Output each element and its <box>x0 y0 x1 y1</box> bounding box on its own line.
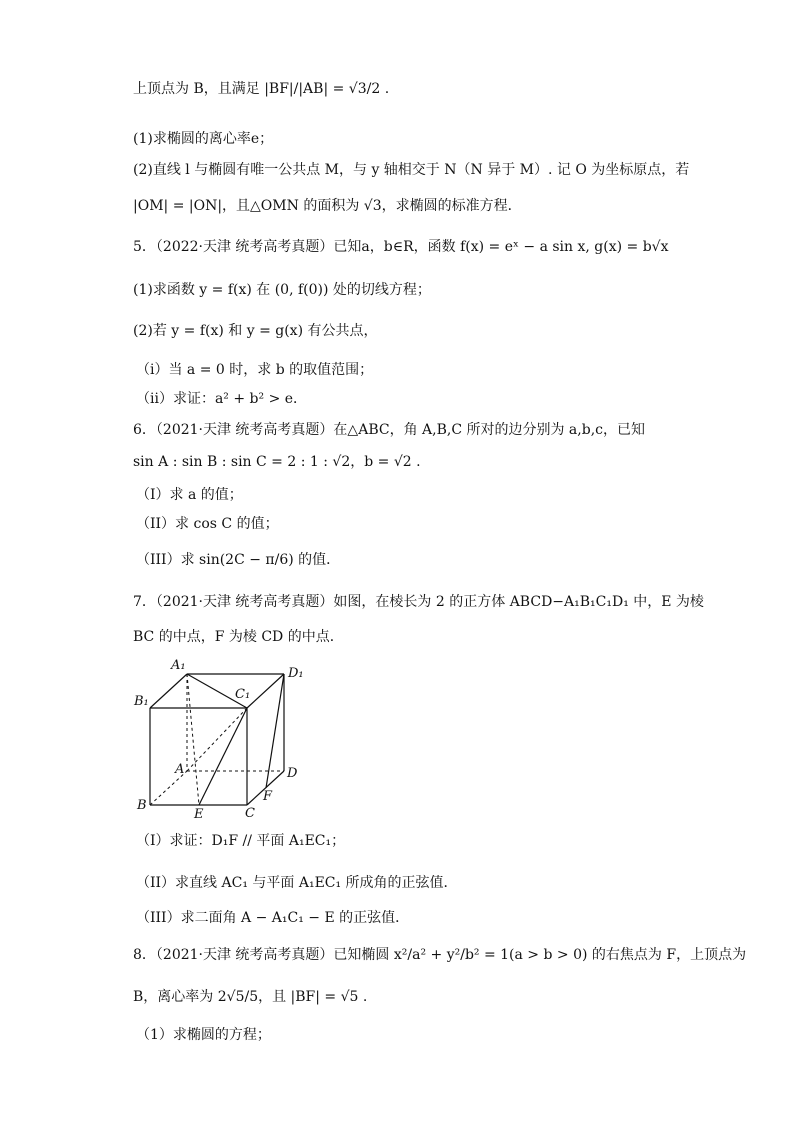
label-e: E <box>194 807 204 820</box>
segment-c1e <box>199 708 247 805</box>
question-8-heading: 8．（2021·天津 统考高考真题）已知椭圆 x²/a² + y²/b² = 1(a > b > 0) 的右焦点为 F，上顶点为 <box>133 947 747 963</box>
text-line: 上顶点为 B，且满足 |BF|/|AB| = √3/2 . <box>133 81 390 97</box>
edge-c1d1 <box>247 674 284 708</box>
segment-d1f <box>266 674 284 788</box>
label-d: D <box>287 766 298 781</box>
label-b1: B₁ <box>134 694 149 709</box>
text-line: （III）求 sin(2C − π/6) 的值． <box>136 552 341 568</box>
text-line: （II）求直线 AC₁ 与平面 A₁EC₁ 所成角的正弦值． <box>136 875 458 891</box>
hidden-segment-a1e <box>187 674 199 805</box>
cube-figure <box>132 655 322 820</box>
edge-b1a1 <box>150 674 187 708</box>
text-line: （III）求二面角 A − A₁C₁ − E 的正弦值． <box>136 910 410 926</box>
text-line: (1)求椭圆的离心率e； <box>133 131 274 147</box>
label-f: F <box>263 789 273 804</box>
text-line: B，离心率为 2√5/5，且 |BF| = √5 . <box>133 989 368 1005</box>
question-7-heading: 7．（2021·天津 统考高考真题）如图，在棱长为 2 的正方体 ABCD−A₁B₁C₁D₁ 中，E 为棱 <box>133 594 704 610</box>
text-line: （I）求证：D₁F // 平面 A₁EC₁； <box>136 833 346 849</box>
text-line: |OM| = |ON|，且△OMN 的面积为 √3，求椭圆的标准方程． <box>133 198 522 214</box>
label-c: C <box>245 806 255 820</box>
question-6-heading: 6．（2021·天津 统考高考真题）在△ABC，角 A,B,C 所对的边分别为 a,b,c，已知 <box>133 422 645 438</box>
text-line: sin A : sin B : sin C = 2 : 1 : √2，b = √2 . <box>133 454 421 470</box>
text-line: （1）求椭圆的方程； <box>136 1027 271 1043</box>
hidden-segment-ac1 <box>187 708 247 771</box>
text-line: (1)求函数 y = f(x) 在 (0, f(0)) 处的切线方程； <box>133 282 431 298</box>
text-line: （II）求 cos C 的值； <box>136 516 279 532</box>
label-c1: C₁ <box>235 687 251 702</box>
text-line: (2)若 y = f(x) 和 y = g(x) 有公共点， <box>133 323 378 339</box>
question-5-heading: 5．（2022·天津 统考高考真题）已知a，b∈R，函数 f(x) = eˣ − a sin x, g(x) = b√x <box>133 239 669 255</box>
text-line: （ii）求证：a² + b² > e． <box>136 391 308 407</box>
text-line: BC 的中点，F 为棱 CD 的中点． <box>133 629 344 645</box>
text-line: （I）求 a 的值； <box>136 487 243 503</box>
text-line: （i）当 a = 0 时，求 b 的取值范围； <box>136 362 374 378</box>
label-a1: A₁ <box>171 658 186 673</box>
label-b: B <box>137 798 147 813</box>
label-d1: D₁ <box>288 666 304 681</box>
label-a: A <box>175 762 185 777</box>
text-line: (2)直线 l 与椭圆有唯一公共点 M，与 y 轴相交于 N（N 异于 M）. 记 O 为坐标原点，若 <box>133 162 690 178</box>
